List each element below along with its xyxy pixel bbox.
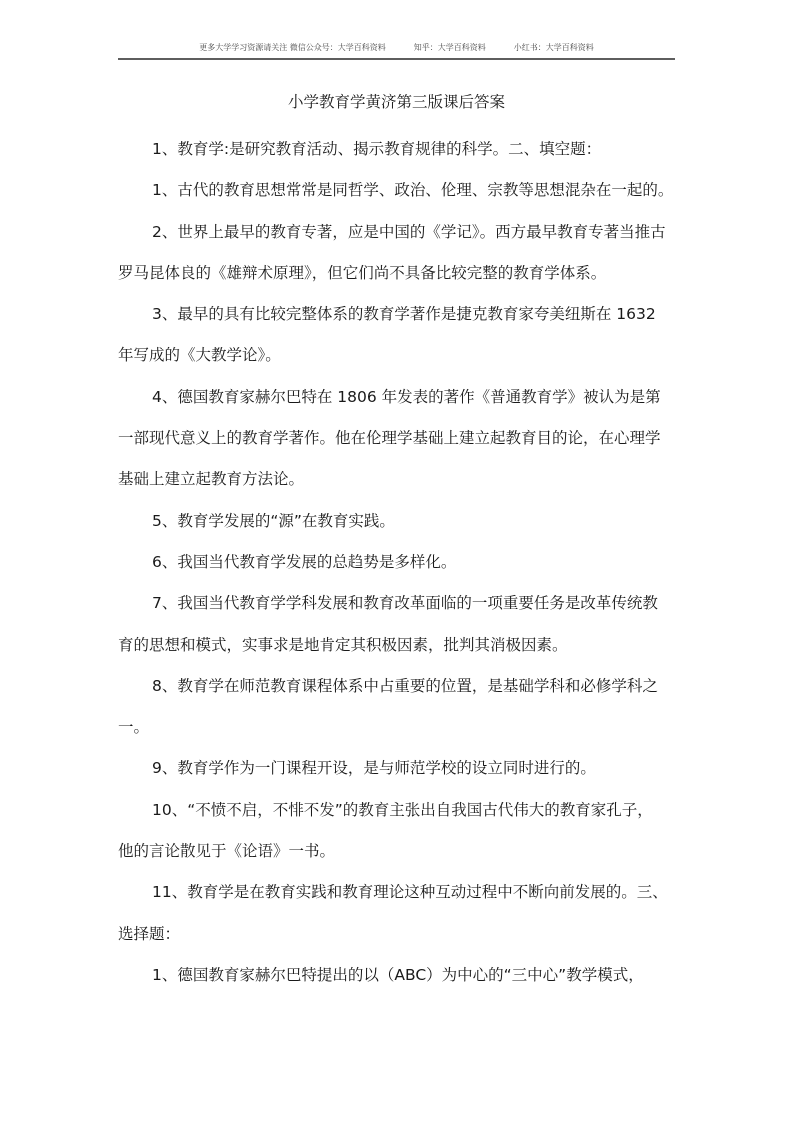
page-header bbox=[118, 40, 675, 60]
header-wechat: 更多大学学习资源请关注 微信公众号：大学百科资料 bbox=[199, 43, 386, 52]
header-xiaohongshu: 小红书：大学百科资料 bbox=[513, 43, 594, 52]
document-title: 小学教育学黄济第三版课后答案 bbox=[287, 93, 505, 111]
header-zhihu: 知乎：大学百科资料 bbox=[413, 43, 486, 52]
text-line: 8、教育学在师范教育课程体系中占重要的位置，是基础学科和必修学科之 bbox=[152, 676, 658, 695]
text-line: 6、我国当代教育学发展的总趋势是多样化。 bbox=[152, 552, 457, 571]
text-line: 基础上建立起教育方法论。 bbox=[118, 470, 305, 489]
text-line: 1、教育学:是研究教育活动、揭示教育规律的科学。二、填空题： bbox=[152, 140, 602, 158]
text-line: 选择题： bbox=[118, 924, 181, 943]
header-promo-text bbox=[118, 42, 675, 53]
text-line: 2、世界上最早的教育专著，应是中国的《学记》。西方最早教育专著当推古 bbox=[152, 222, 666, 241]
text-line: 7、我国当代教育学学科发展和教育改革面临的一项重要任务是改革传统教 bbox=[152, 594, 658, 613]
text-line: 罗马昆体良的《雄辩术原理》，但它们尚不具备比较完整的教育学体系。 bbox=[118, 263, 607, 282]
text-line: 育的思想和模式，实事求是地肯定其积极因素，批判其消极因素。 bbox=[118, 635, 568, 654]
text-line: 1、古代的教育思想常常是同哲学、政治、伦理、宗教等思想混杂在一起的。 bbox=[152, 181, 674, 200]
text-line: 10、“不愤不启，不悱不发”的教育主张出自我国古代伟大的教育家孔子， bbox=[152, 800, 653, 819]
header-divider bbox=[118, 58, 675, 60]
text-line: 1、德国教育家赫尔巴特提出的以（ABC）为中心的“三中心”教学模式， bbox=[152, 965, 644, 984]
text-line: 一。 bbox=[118, 718, 150, 737]
text-line: 5、教育学发展的“源”在教育实践。 bbox=[152, 511, 395, 530]
text-line: 3、最早的具有比较完整体系的教育学著作是捷克教育家夸美纽斯在 1632 bbox=[152, 305, 656, 324]
text-line: 11、教育学是在教育实践和教育理论这种互动过程中不断向前发展的。三、 bbox=[152, 883, 668, 902]
text-line: 年写成的《大教学论》。 bbox=[118, 346, 281, 365]
text-line: 4、德国教育家赫尔巴特在 1806 年发表的著作《普通教育学》被认为是第 bbox=[152, 387, 661, 406]
document-body bbox=[118, 129, 678, 996]
text-line: 一部现代意义上的教育学著作。他在伦理学基础上建立起教育目的论，在心理学 bbox=[118, 429, 661, 448]
text-line: 他的言论散见于《论语》一书。 bbox=[118, 842, 336, 861]
text-line: 9、教育学作为一门课程开设，是与师范学校的设立同时进行的。 bbox=[152, 759, 596, 778]
